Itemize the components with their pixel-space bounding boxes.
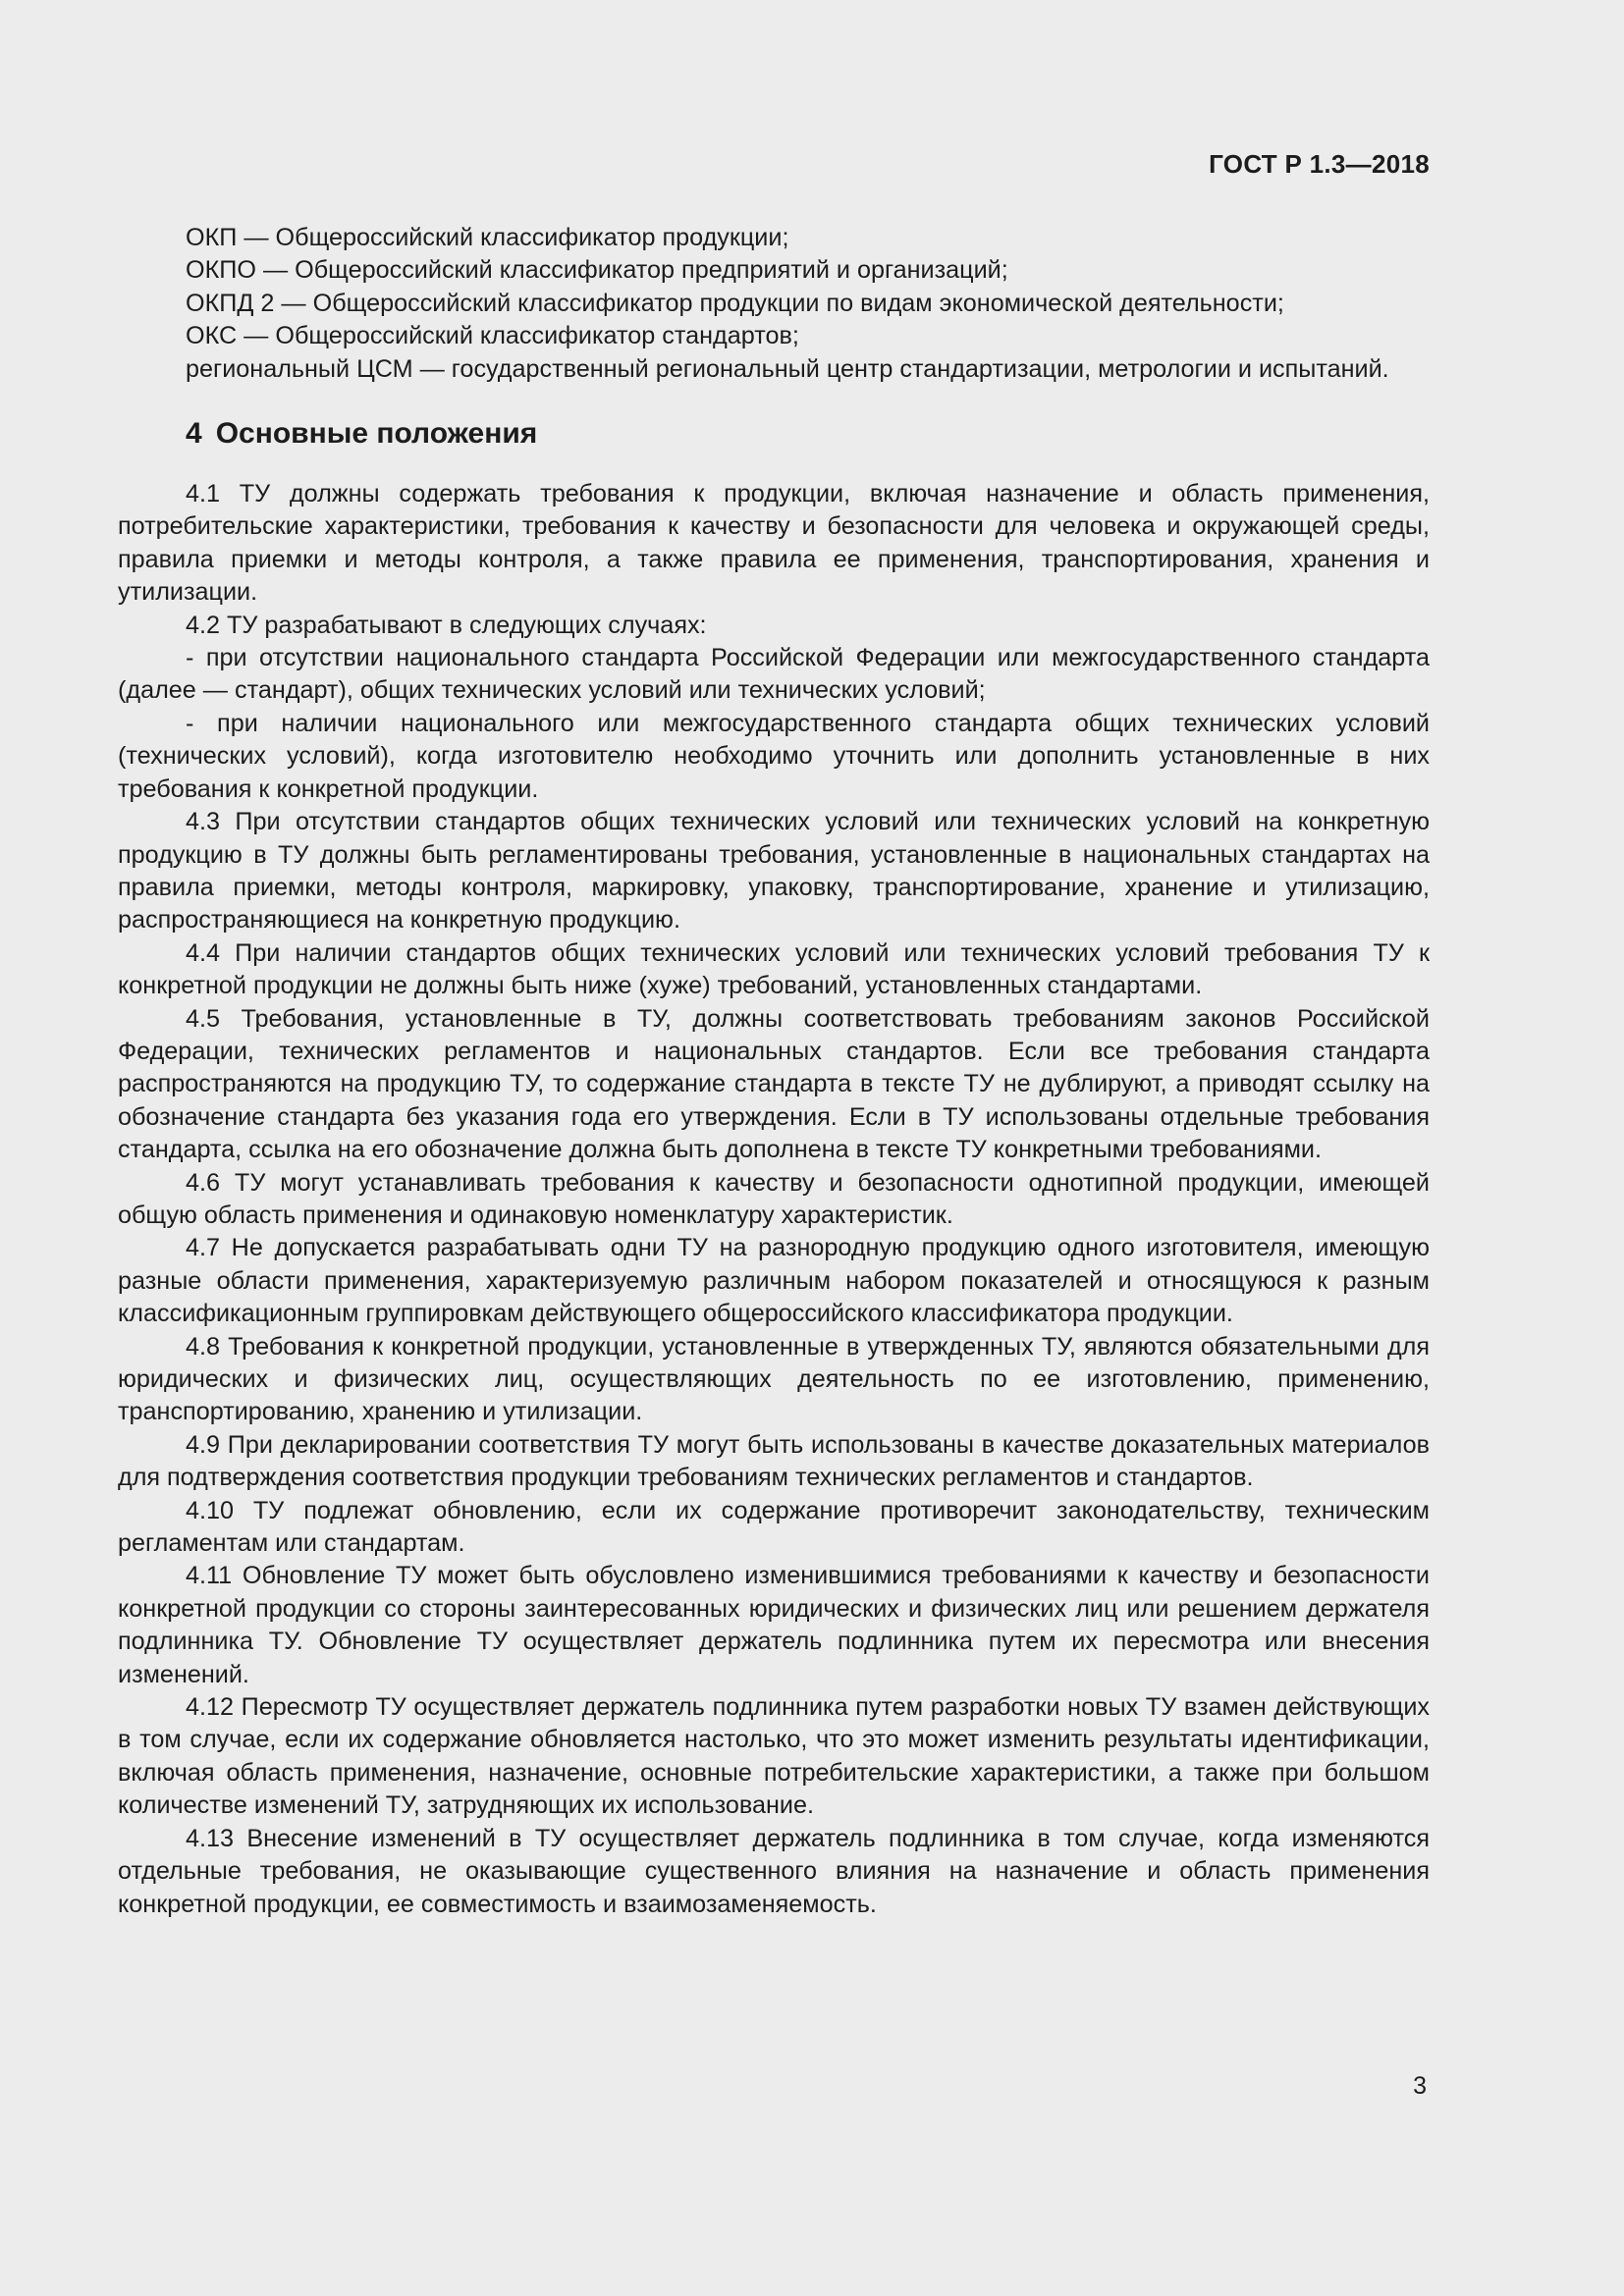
abbreviation-item: региональный ЦСМ — государственный региональный центр стандартизации, метрологии и испытаний. [186, 354, 1389, 383]
paragraph-4-4: 4.4 При наличии стандартов общих технических условий или технических условий требования ТУ к конкретной продукции не должны быть ниже (хуже) требований, установленных стандартами. [118, 938, 1430, 1000]
list-item: - при отсутствии национального стандарта Российской Федерации или межгосударственного стандарта (далее — стандарт), общих технических условий или технических условий; [118, 644, 1430, 705]
paragraph-4-9: 4.9 При декларировании соответствия ТУ могут быть использованы в качестве доказательных материалов для подтверждения соответствия продукции требованиям технических регламентов и стандартов. [118, 1430, 1430, 1492]
paragraph-4-6: 4.6 ТУ могут устанавливать требования к качеству и безопасности однотипной продукции, имеющей общую область применения и одинаковую номенклатуру характеристик. [118, 1168, 1430, 1229]
abbreviation-item: ОКПО — Общероссийский классификатор предприятий и организаций; [186, 256, 1008, 285]
section-heading [118, 414, 1430, 454]
abbreviation-item: ОКП — Общероссийский классификатор продукции; [186, 224, 789, 251]
paragraph-4-13: 4.13 Внесение изменений в ТУ осуществляет держатель подлинника в том случае, когда изменяются отдельные требования, не оказывающие существенного влияния на назначение и область применения конкретной продукции, ее совместимость и взаимозаменяемость. [118, 1824, 1430, 1918]
paragraph-4-12: 4.12 Пересмотр ТУ осуществляет держатель подлинника путем разработки новых ТУ взамен действующих в том случае, если их содержание обновляется настолько, что это может изменить результаты идентификации, включая область применения, назначение, основные потребительские характеристики, а также при большом количестве изменений ТУ, затрудняющих их использование. [118, 1693, 1430, 1820]
paragraph-4-10: 4.10 ТУ подлежат обновлению, если их содержание противоречит законодательству, техническим регламентам или стандартам. [118, 1496, 1430, 1558]
abbreviation-item: ОКС — Общероссийский классификатор стандартов; [186, 322, 799, 350]
section-body [118, 478, 1430, 1921]
paragraph-4-11: 4.11 Обновление ТУ может быть обусловлено изменившимися требованиями к качеству и безопасности конкретной продукции со стороны заинтересованных юридических и физических лиц или решением держателя подлинника ТУ. Обновление ТУ осуществляет держатель подлинника путем их пересмотра или внесения изменений. [118, 1562, 1430, 1688]
page-number: 3 [1413, 2072, 1427, 2100]
paragraph-4-2: 4.2 ТУ разрабатывают в следующих случаях: [186, 611, 707, 639]
page-content [118, 222, 1430, 1921]
paragraph-4-7: 4.7 Не допускается разрабатывать одни ТУ на разнородную продукцию одного изготовителя, имеющую разные области применения, характеризуемую различным набором показателей и относящуюся к разным классификационным группировкам действующего общероссийского классификатора продукции. [118, 1234, 1430, 1328]
section-title: Основные положения [215, 417, 538, 451]
paragraph-4-5: 4.5 Требования, установленные в ТУ, должны соответствовать требованиям законов Российской Федерации, технических регламентов и национальных стандартов. Если все требования стандарта распространяются на продукцию ТУ, то содержание стандарта в тексте ТУ не дублируют, а приводят ссылку на обозначение стандарта без указания года его утверждения. Если в ТУ использованы отдельные требования стандарта, ссылка на его обозначение должна быть дополнена в тексте ТУ конкретными требованиями. [118, 1004, 1430, 1164]
paragraph-4-1: 4.1 ТУ должны содержать требования к продукции, включая назначение и область применения, потребительские характеристики, требования к качеству и безопасности для человека и окружающей среды, правила приемки и методы контроля, а также правила ее применения, транспортирования, хранения и утилизации. [118, 480, 1430, 607]
paragraph-4-8: 4.8 Требования к конкретной продукции, установленные в утвержденных ТУ, являются обязательными для юридических и физических лиц, осуществляющих деятельность по ее изготовлению, применению, транспортированию, хранению и утилизации. [118, 1332, 1430, 1426]
abbreviations-list [118, 222, 1430, 386]
section-number: 4 [186, 417, 202, 451]
list-item: - при наличии национального или межгосударственного стандарта общих технических условий (технических условий), когда изготовителю необходимо уточнить или дополнить установленные в них требования к конкретной продукции. [118, 709, 1430, 803]
document-code-header: ГОСТ Р 1.3—2018 [1209, 149, 1430, 179]
abbreviation-item: ОКПД 2 — Общероссийский классификатор продукции по видам экономической деятельности; [186, 289, 1284, 317]
paragraph-4-3: 4.3 При отсутствии стандартов общих технических условий или технических условий на конкретную продукцию в ТУ должны быть регламентированы требования, установленные в национальных стандартах на правила приемки, методы контроля, маркировку, упаковку, транспортирование, хранение и утилизацию, распространяющиеся на конкретную продукцию. [118, 808, 1430, 934]
